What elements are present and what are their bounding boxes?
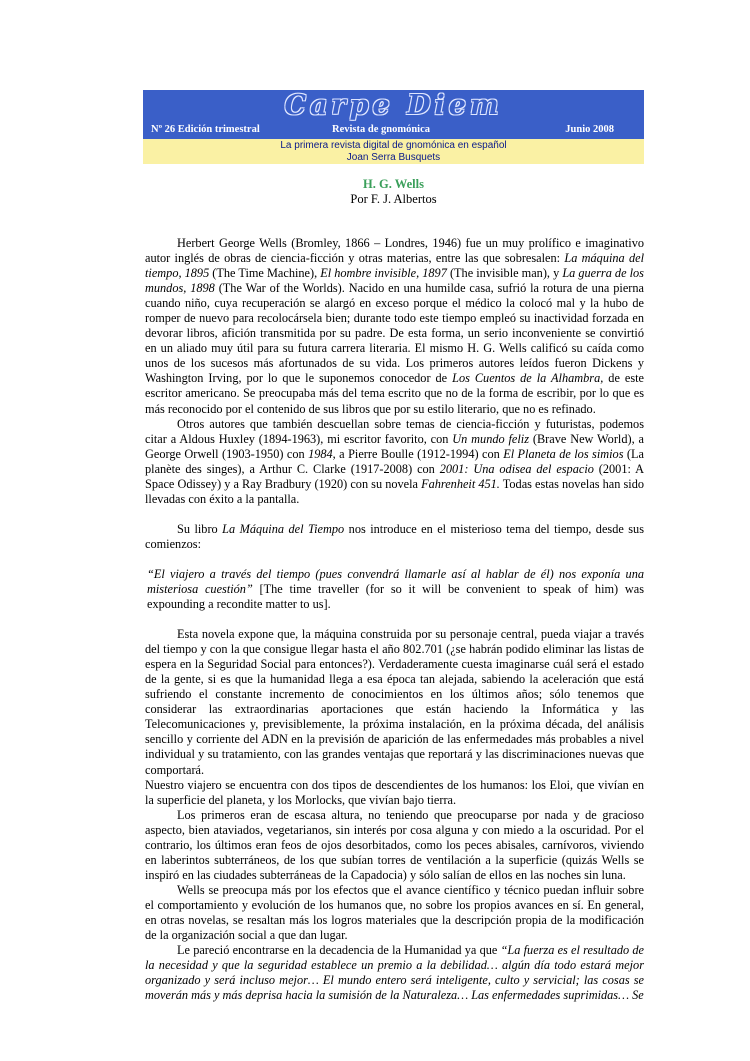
paragraph-7: Wells se preocupa más por los efectos que el avance científico y técnico puedan influir sobre el comportamiento y evolución de los humanos que, no sobre los propios avances en sí. En general, en otras novelas, se resaltan más los logros materiales que la descripción propia de la modificación de la organización social a que dan lugar. — [145, 882, 644, 943]
paragraph-5: Nuestro viajero se encuentra con dos tipos de descendientes de los humanos: los Eloi, que vivían en la superficie del planeta, y los Morlocks, que vivían bajo tierra. — [145, 777, 644, 807]
masthead-tagline-band — [143, 139, 644, 164]
article-author: Por F. J. Albertos — [350, 192, 437, 206]
tagline: La primera revista digital de gnomónica en español — [280, 140, 507, 151]
magazine-subtitle: Revista de gnomónica — [332, 124, 430, 135]
paragraph-4: Esta novela expone que, la máquina construida por su personaje central, pueda viajar a través del tiempo y con la que consigue llegar hasta el año 802.701 (¿se habrán podido eliminar las listas de espera en la Seguridad Social para entonces?). Verdaderamente cuesta imaginarse cuál será el estado de la gente, si es que la humanidad llega a esa época tan alejada, sabiendo la aceleración que está sufriendo el constante incremento de conocimientos en los últimos años; sólo tenemos que considerar las extraordinarias aportaciones que están haciendo la Informática y las Telecomunicaciones y, previsiblemente, la próxima instalación, en la próxima década, del análisis sencillo y corriente del ADN en la previsión de aparición de las enfermedades más probables a nivel individual y su tratamiento, con las grandes ventajas que reportará y las discriminaciones nuevas que comportará. — [145, 627, 644, 777]
magazine-title: Carpe Diem — [284, 90, 503, 121]
issue-number: Nº 26 Edición trimestral — [151, 124, 260, 135]
article-title: H. G. Wells — [363, 177, 424, 191]
paragraph-1: Herbert George Wells (Bromley, 1866 – Londres, 1946) fue un muy prolífico e imaginativo autor inglés de obras de ciencia-ficción y otras materias, entre las que sobresalen: La máquina del tiempo, 1895 (The Time Machine), El hombre invisible, 1897 (The invisible man), y La guerra de los mundos, 1898 (The War of the Worlds). Nacido en una humilde casa, sufrió la rotura de una pierna cuando niño, cuya recuperación se alargó en exceso porque el médico la colocó mal y la hubo de romper de nuevo para recolocársela bien; durante todo este tiempo empleó su inactividad forzada en devorar libros, afición transmitida por su padre. De esta forma, un serio inconveniente se convirtió en un aliado muy útil para su futura carrera literaria. El mismo H. G. Wells calificó su caída como unos de los sucesos más afortunados de su vida. Los primeros autores leídos fueron Dickens y Washington Irving, por lo que le suponemos conocedor de Los Cuentos de la Alhambra, de este escritor americano. Se preocupaba más del tema escrito que no de la forma de escribir, por lo que es más reconocido por el contenido de sus libros que por su estilo literario, que no es refinado. — [145, 236, 644, 416]
masthead-banner — [143, 90, 644, 139]
paragraph-6: Los primeros eran de escasa altura, no teniendo que preocuparse por nada y de gracioso aspecto, bien ataviados, vegetarianos, sin interés por cosa alguna y con miedo a la oscuridad. Por el contrario, los últimos eran feos de ojos desorbitados, como los peces abisales, carnívoros, viviendo en laberintos subterráneos, de los que subían torres de ventilación a la superficie (quizás Wells se inspiró en las ciudades subterráneas de la Capadocia) y sólo salían de ellos en las noches sin luna. — [145, 807, 644, 882]
issue-date: Junio 2008 — [565, 124, 614, 135]
masthead — [143, 90, 644, 164]
article-body — [145, 236, 644, 1003]
paragraph-8: Le pareció encontrarse en la decadencia de la Humanidad ya que “La fuerza es el resultado de la necesidad y que la seguridad establece un premio a la debilidad… algún día todo estará mejor organizado y será incluso mejor… El mundo entero será inteligente, culto y servicial; las cosas se moverán más y más deprisa hacia la sumisión de la Naturaleza… Las enfermedades suprimidas… Se — [145, 943, 644, 1003]
paragraph-2: Otros autores que también descuellan sobre temas de ciencia-ficción y futuristas, podemos citar a Aldous Huxley (1894-1963), mi escritor favorito, con Un mundo feliz (Brave New World), a George Orwell (1903-1950) con 1984, a Pierre Boulle (1912-1994) con El Planeta de los simios (La planète des singes), a Arthur C. Clarke (1917-2008) con 2001: Una odisea del espacio (2001: A Space Odissey) y a Ray Bradbury (1920) con su novela Fahrenheit 451. Todas estas novelas han sido llevadas con éxito a la pantalla. — [145, 416, 645, 506]
block-quote: “El viajero a través del tiempo (pues convendrá llamarle así al hablar de él) nos exponía una misteriosa cuestión” [The time traveller (for so it will be convenient to speak of him) was expounding a recondite matter to us]. — [147, 566, 644, 612]
paragraph-3: Su libro La Máquina del Tiempo nos introduce en el misterioso tema del tiempo, desde sus comienzos: — [145, 521, 644, 551]
editor-name: Joan Serra Busquets — [346, 152, 441, 163]
issue-info-row — [151, 124, 636, 138]
